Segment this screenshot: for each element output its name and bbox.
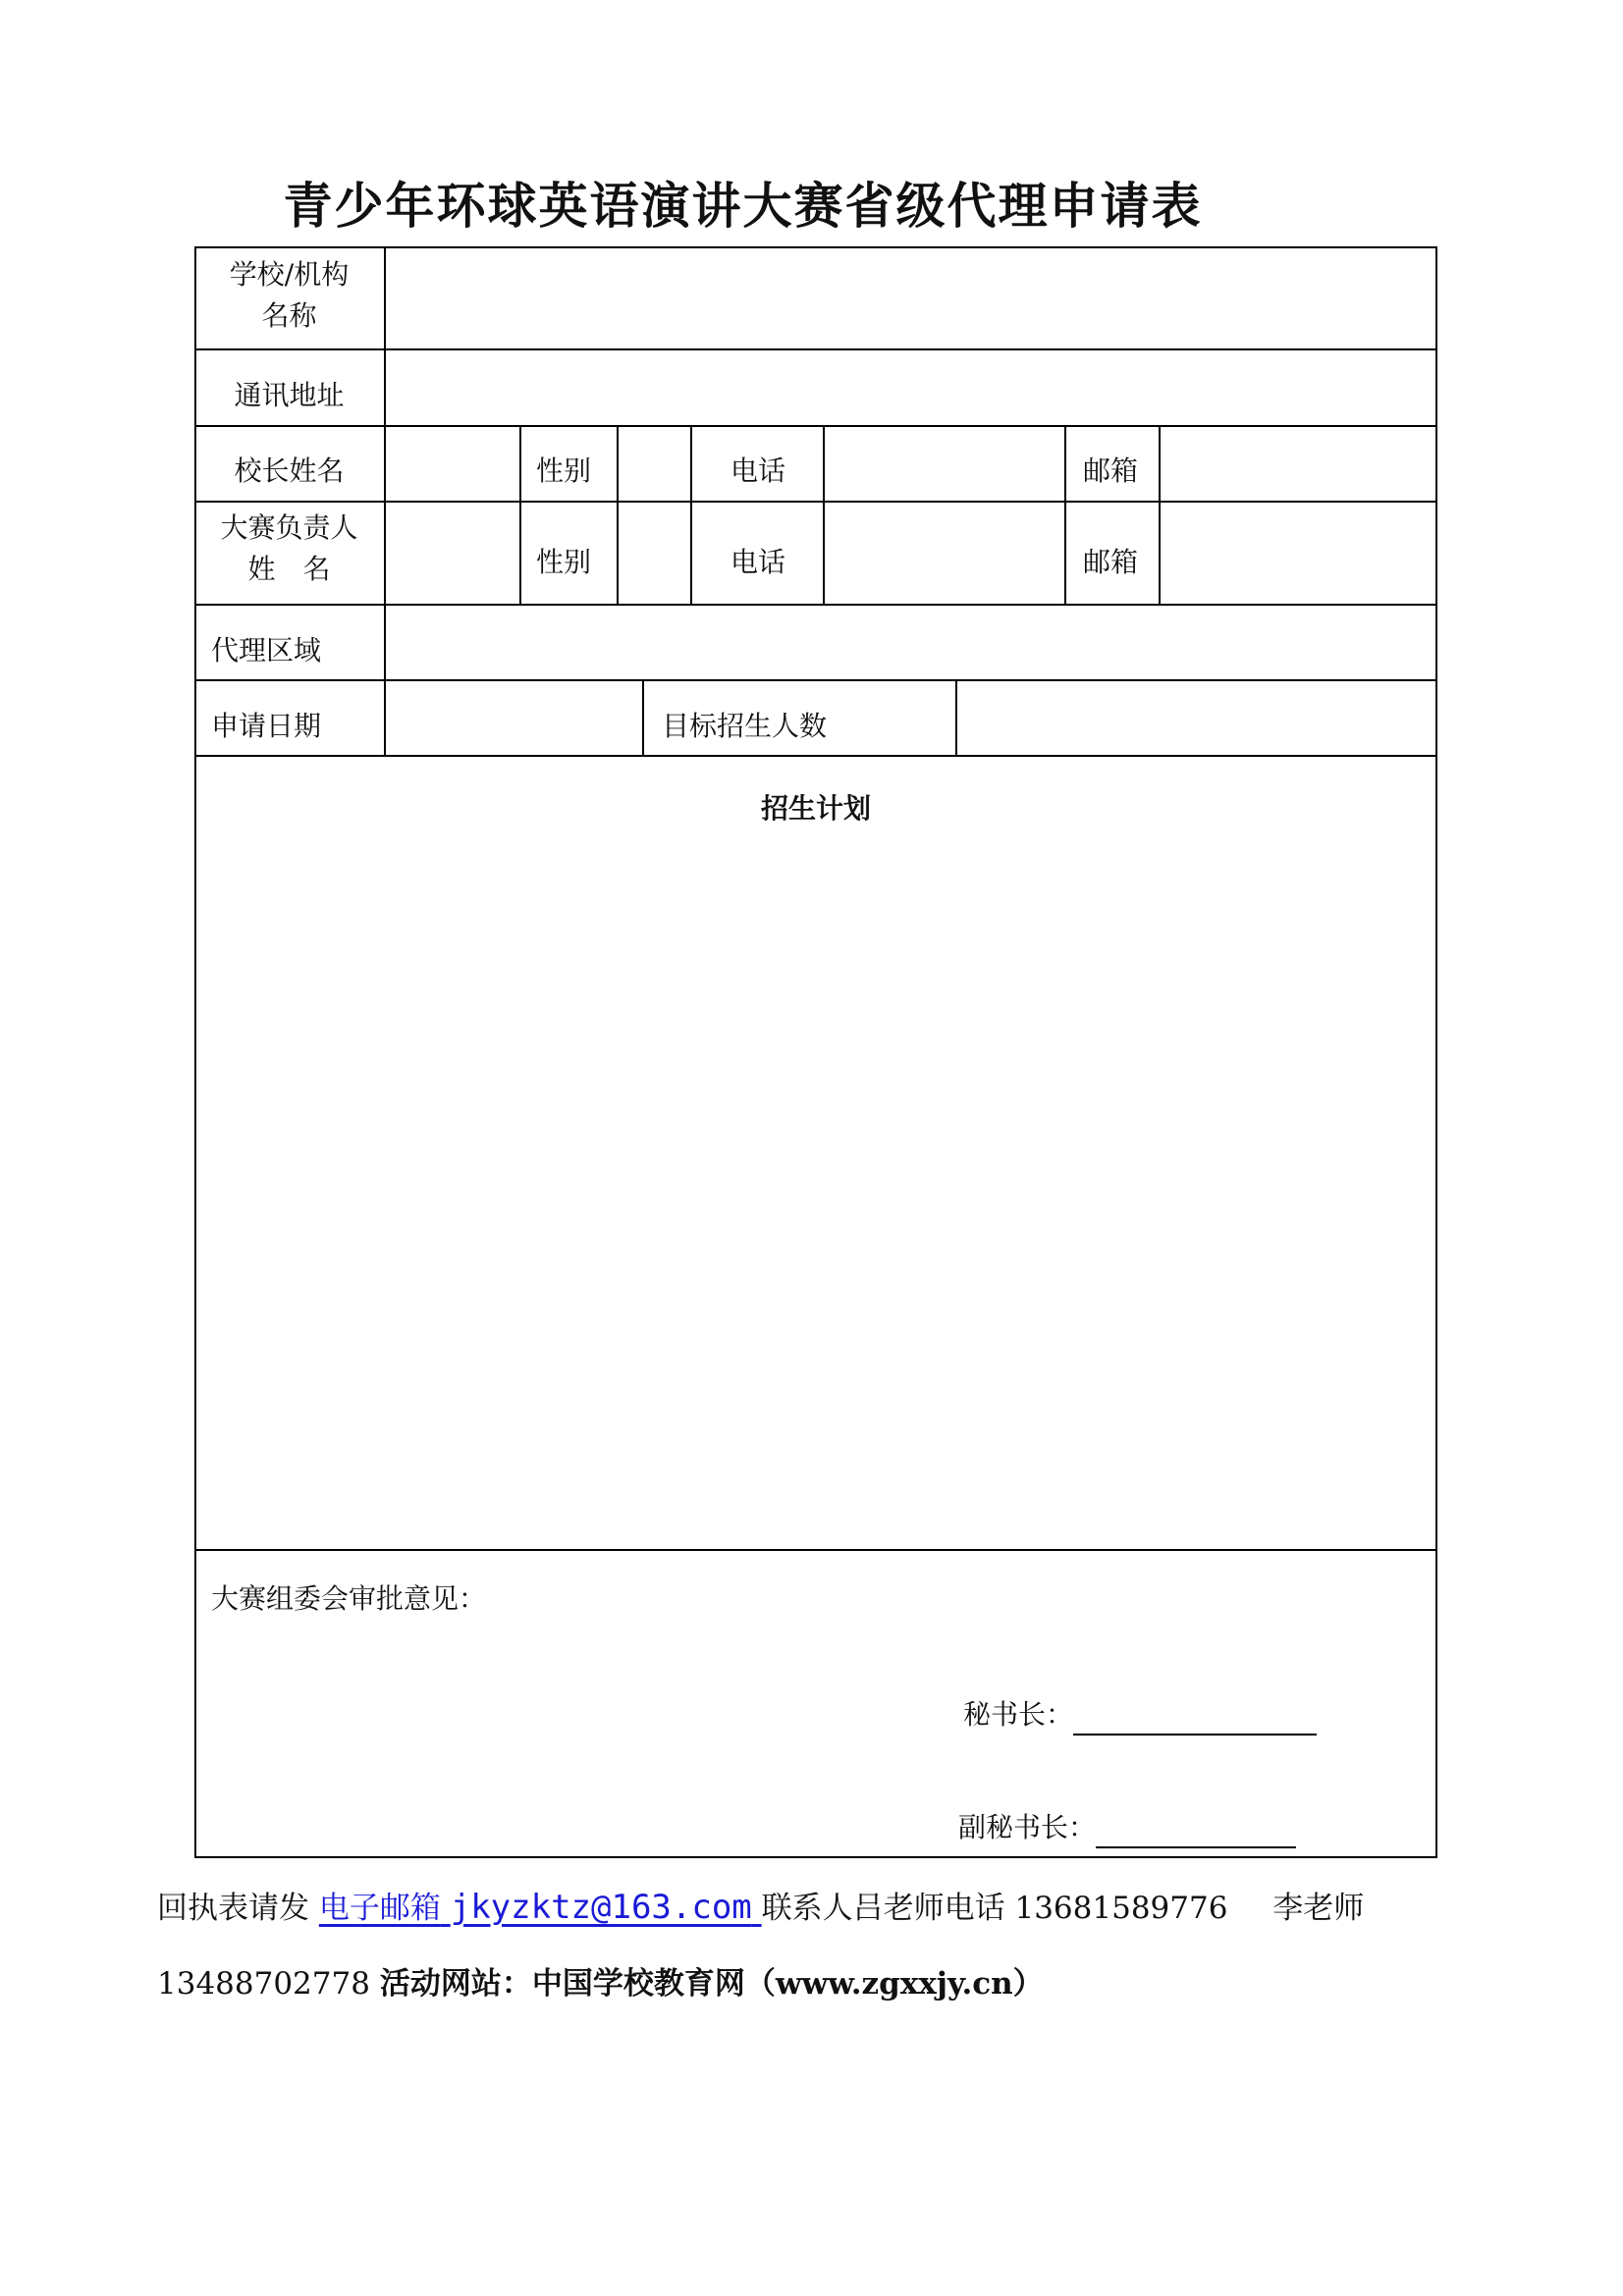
principal-name-label: 校长姓名 xyxy=(234,454,345,487)
col-divider xyxy=(1159,425,1161,604)
footer-line-2: 13488702778 活动网站：中国学校教育网（www.zgxxjy.cn） xyxy=(157,1966,1044,2002)
apply-date-label: 申请日期 xyxy=(211,710,322,742)
col-divider xyxy=(519,425,521,604)
approval-label: 大赛组委会审批意见： xyxy=(211,1582,487,1615)
col-divider xyxy=(617,425,619,604)
col-divider xyxy=(642,679,644,755)
secretary-general-signature: 秘书长： xyxy=(963,1694,1317,1735)
principal-phone-label: 电话 xyxy=(730,454,786,487)
row-divider xyxy=(194,679,1437,681)
website-link[interactable]: 活动网站：中国学校教育网（www.zgxxjy.cn） xyxy=(379,1966,1044,2002)
contact-gender-label: 性别 xyxy=(536,546,592,578)
agent-region-label: 代理区域 xyxy=(211,634,322,667)
row-divider xyxy=(194,1549,1437,1551)
label-column-divider xyxy=(384,246,386,755)
row-divider xyxy=(194,604,1437,606)
contact-name-label: 大赛负责人 姓 名 xyxy=(220,511,358,585)
row-divider xyxy=(194,755,1437,757)
form-border-top xyxy=(194,246,1437,248)
contact-email-label: 邮箱 xyxy=(1083,546,1139,578)
row-divider xyxy=(194,501,1437,503)
address-label: 通讯地址 xyxy=(234,379,345,411)
signature-line xyxy=(1096,1811,1296,1848)
col-divider xyxy=(690,425,692,604)
school-name-label: 学校/机构 名称 xyxy=(229,258,350,332)
principal-gender-label: 性别 xyxy=(536,454,592,487)
principal-email-label: 邮箱 xyxy=(1083,454,1139,487)
target-enrollment-label: 目标招生人数 xyxy=(662,710,828,742)
row-divider xyxy=(194,425,1437,427)
email-link[interactable]: 电子邮箱 jkyzktz@163.com xyxy=(318,1888,752,1927)
col-divider xyxy=(955,679,957,755)
enrollment-plan-heading: 招生计划 xyxy=(760,792,871,825)
deputy-secretary-signature: 副秘书长： xyxy=(958,1807,1296,1848)
col-divider xyxy=(823,425,825,604)
signature-line xyxy=(1073,1698,1317,1735)
col-divider xyxy=(1064,425,1066,604)
footer-line-1: 回执表请发 电子邮箱 jkyzktz@163.com 联系人吕老师电话 13681589776 李老师 xyxy=(157,1888,1365,1927)
row-divider xyxy=(194,348,1437,350)
page-title: 青少年环球英语演讲大赛省级代理申请表 xyxy=(283,178,1203,235)
contact-phone-label: 电话 xyxy=(730,546,786,578)
form-border-right xyxy=(1435,246,1437,1858)
form-border-bottom xyxy=(194,1856,1437,1858)
application-form xyxy=(194,246,1437,1858)
